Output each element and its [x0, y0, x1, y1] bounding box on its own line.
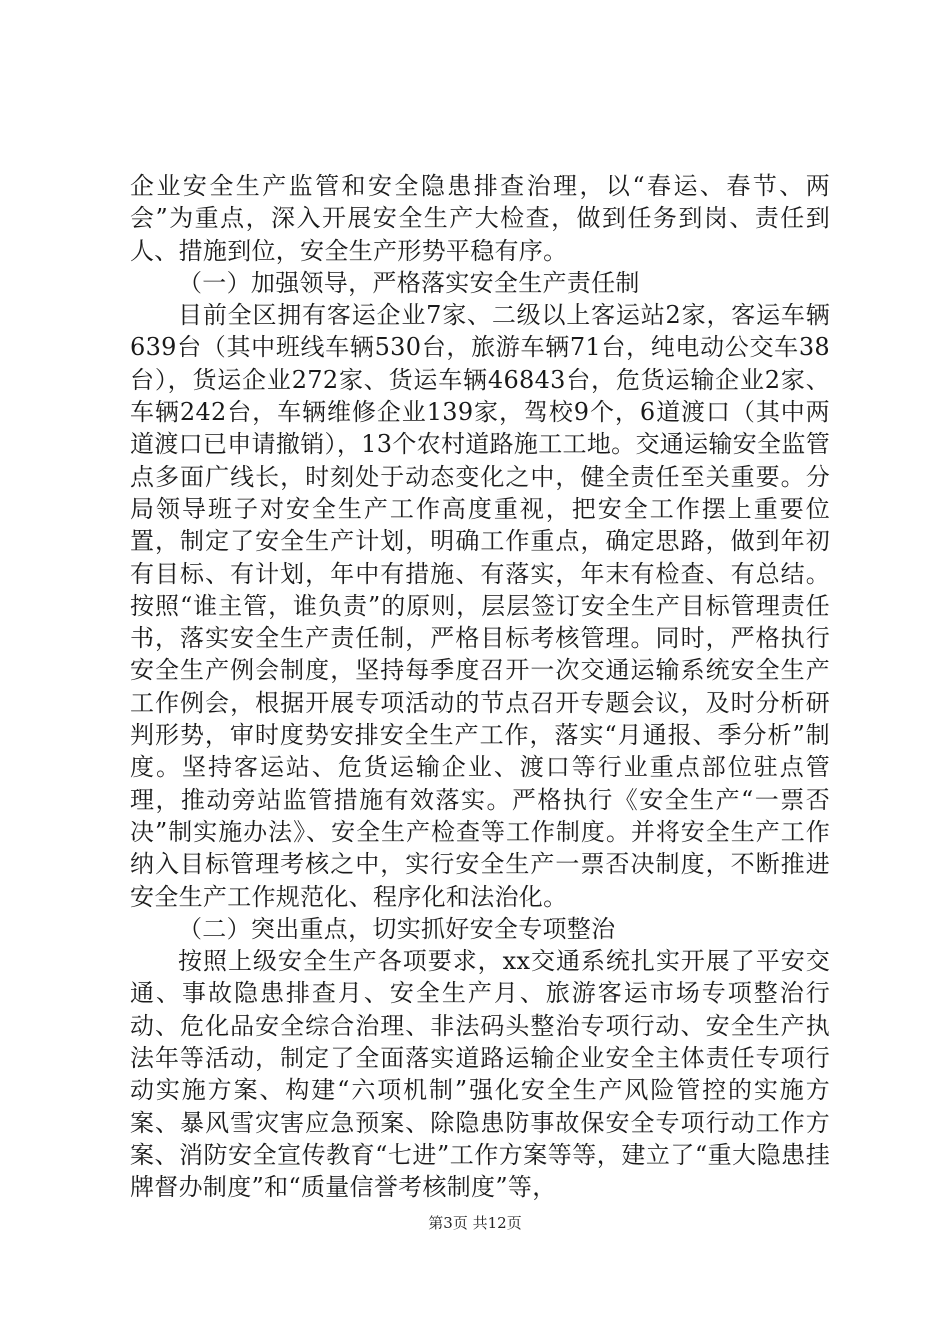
- paragraph-special-rectification: 按照上级安全生产各项要求，xx交通系统扎实开展了平安交通、事故隐患排查月、安全生产月、旅游客运市场专项整治行动、危化品安全综合治理、非法码头整治专项行动、安全生产执法年等活动，制定了全面落实道路运输企业安全主体责任专项行动实施方案、构建“六项机制”强化安全生产风险管控的实施方案、暴风雪灾害应急预案、除隐患防事故保安全专项行动工作方案、消防安全宣传教育“七进”工作方案等等，建立了“重大隐患挂牌督办制度”和“质量信誉考核制度”等，: [130, 947, 830, 1202]
- document-body: [130, 170, 830, 1204]
- section-heading-2: （二）突出重点，切实抓好安全专项整治: [178, 914, 616, 943]
- page-number: 第3页 共12页: [428, 1214, 522, 1232]
- paragraph-continuation: 企业安全生产监管和安全隐患排查治理，以“春运、春节、两会”为重点，深入开展安全生产大检查，做到任务到岗、责任到人、措施到位，安全生产形势平稳有序。: [130, 172, 830, 265]
- section-heading-1: （一）加强领导，严格落实安全生产责任制: [178, 268, 640, 297]
- paragraph-leadership: 目前全区拥有客运企业7家、二级以上客运站2家，客运车辆639台（其中班线车辆530台，旅游车辆71台，纯电动公交车38台），货运企业272家、货运车辆46843台，危货运输企业2家、车辆242台，车辆维修企业139家，驾校9个，6道渡口（其中两道渡口已申请撤销），13个农村道路施工工地。交通运输安全监管点多面广线长，时刻处于动态变化之中，健全责任至关重要。分局领导班子对安全生产工作高度重视，把安全工作摆上重要位置，制定了安全生产计划，明确工作重点，确定思路，做到年初有目标、有计划，年中有措施、有落实，年末有检查、有总结。按照“谁主管，谁负责”的原则，层层签订安全生产目标管理责任书，落实安全生产责任制，严格目标考核管理。同时，严格执行安全生产例会制度，坚持每季度召开一次交通运输系统安全生产工作例会，根据开展专项活动的节点召开专题会议，及时分析研判形势，审时度势安排安全生产工作，落实“月通报、季分析”制度。坚持客运站、危货运输企业、渡口等行业重点部位驻点管理，推动旁站监管措施有效落实。严格执行《安全生产“一票否决”制实施办法》、安全生产检查等工作制度。并将安全生产工作纳入目标管理考核之中，实行安全生产一票否决制度，不断推进安全生产工作规范化、程序化和法治化。: [130, 301, 830, 911]
- page-footer: [0, 1213, 950, 1233]
